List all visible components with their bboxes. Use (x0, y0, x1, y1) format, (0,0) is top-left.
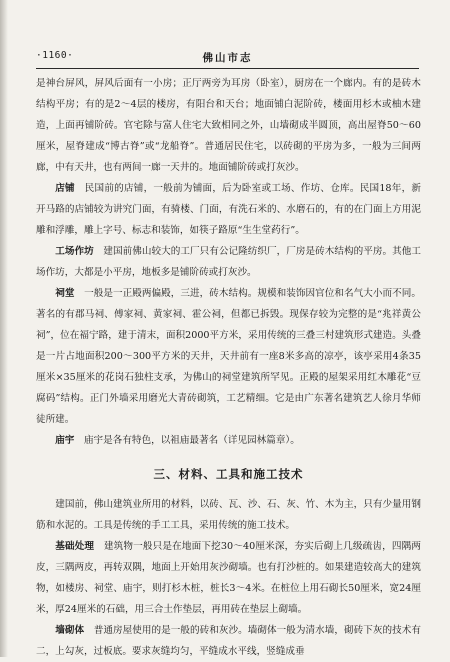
paragraph-text: 一般是一正殿两偏殿，三进，砖木结构。规模和装饰因官位和名气大小而不同。著名的有郡马祠、傅家祠、黄家祠、霍公祠，但都已拆毁。现保存较为完整的是“兆祥黄公祠”，位在福宁路，建于清末，面积2000平方米，采用传统的三叠三村建筑形式建造。头叠是一片占地面积200～300平方米的天井，天井前有一座8米多高的凉亭，该亭采用4条35厘米×35厘米的花岗石独柱支承，为佛山的祠堂建筑所罕见。正殿的屋架采用红木雕花“豆腐码”结构。正门外墙采用磨光大青砖砌筑，工艺精细。它是由广东著名建筑艺人徐月华师徒所建。 (36, 288, 422, 425)
paragraph (36, 620, 421, 662)
header-rule (36, 68, 419, 69)
page-number: ·1160· (36, 50, 74, 61)
paragraph-term: 祠堂 (55, 288, 75, 299)
paragraph (36, 283, 421, 430)
paragraph-text: 庙宇是各有特色，以祖庙最著名（详见园林篇章）。 (83, 435, 300, 446)
book-title: 佛山市志 (202, 52, 253, 64)
paragraph-term: 工场作坊 (55, 246, 94, 257)
paragraph (36, 494, 421, 536)
paragraph (36, 241, 421, 283)
paragraph (36, 536, 421, 620)
paragraph-term: 基础处理 (55, 541, 95, 552)
paragraph-text: 民国前的店铺，一般前为铺面，后为卧室或工场、作坊、仓库。民国18年，新开马路的店铺较为讲究门面，有骑楼、门面，有洗石米的、水磨石的，有的在门面上方用泥雕和浮雕，雕上字号、标志和装饰，如筷子路原“生生堂药行”。 (36, 183, 422, 236)
paragraph (36, 73, 421, 178)
paragraph-term: 店铺 (55, 183, 75, 194)
paragraph-text: 普通房屋使用的是一般的砖和灰沙。墙砌体一般为清水墙，砌砖下灰的技术有二，上勾灰，过板底。要求灰缝均匀，平缝成水平线，竖缝成垂 (36, 625, 422, 657)
paragraph-text: 建国前佛山较大的工厂只有公记隆纺织厂，厂房是砖木结构的平房。其他工场作坊，大都是小平房，地板多是铺阶砖或打灰沙。 (36, 246, 422, 278)
paragraph-text: 建筑物一般只是在地面下挖30～40厘米深，夯实后砌上几级疏齿，四隅两皮，三隅两皮，再转双隅，地面上开始用灰沙砌墙。也有打沙桩的。如果建造较高大的建筑物，如楼房、祠堂、庙宇，则打杉木桩，桩长3～4米。在桩位上用石砌长50厘米，宽24厘米，厚24厘米的石础，用三合土作垫层，再用砖在垫层上砌墙。 (36, 541, 421, 615)
paragraph-term: 墙砌体 (55, 625, 85, 636)
paragraph (36, 178, 421, 241)
paragraph-text: 是神台屏风，屏风后面有一小房；正厅两旁为耳房（卧室），厨房在一个廊内。有的是砖木结构平房；有的是2～4层的楼房，有阳台和天台；地面铺白泥阶砖，楼面用杉木或柚木建造，上面再铺阶砖。官宅除与富人住宅大致相同之外，山墙砌成半圆顶，高出屋脊50～60厘米，屋脊建成“博古脊”或“龙船脊”。普通居民住宅，以砖砌的平房为多，一般为三间两廊，中有天井，也有两间一廊一天井的。地面铺阶砖或打灰沙。 (36, 78, 421, 173)
running-header (36, 50, 419, 66)
binding-shadow (0, 0, 8, 657)
section-heading: 三、材料、工具和施工技术 (153, 467, 304, 481)
paragraph (36, 430, 421, 451)
body-text (36, 73, 421, 662)
paragraph-term: 庙宇 (55, 435, 75, 446)
paragraph-text: 建国前，佛山建筑业所用的材料，以砖、瓦、沙、石、灰、竹、木为主，只有少量用钢筋和水泥的。工具是传统的手工工具，采用传统的施工技术。 (36, 499, 421, 531)
